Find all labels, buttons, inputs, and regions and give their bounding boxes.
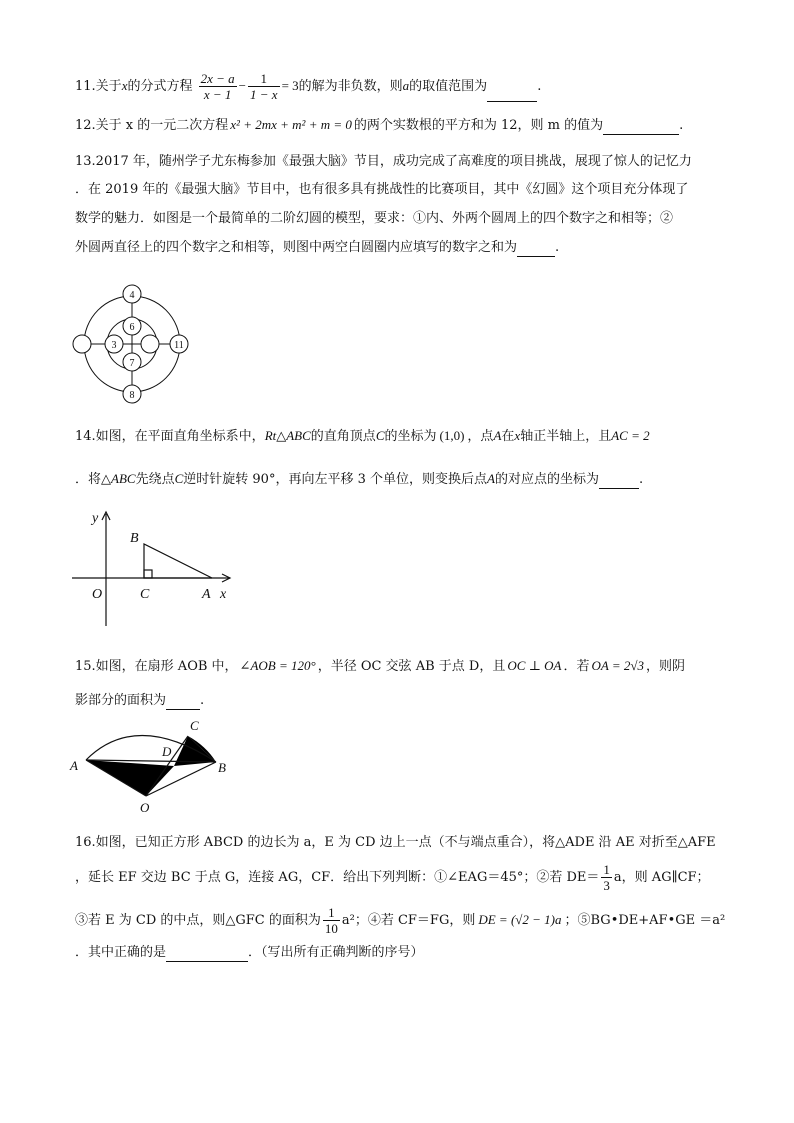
triangle-coordinate-figure [70, 506, 240, 628]
label-top: 4 [129, 290, 135, 301]
q11-rhs: = 3 [281, 78, 299, 93]
q13-line-3: 数学的魅力．如图是一个最简单的二阶幻圆的模型，要求：①内、外两个圆周上的四个数字之和相等；② [75, 211, 674, 226]
q16-fraction-1-3: $\frac{1}{3}$ [603, 862, 610, 893]
q15-line-1: 15.如图，在扇形 AOB 中， ∠AOB = 120° ，半径 OC 交弦 AB 于点 D，且 OC ⊥ OA ．若 OA = 2√3 ，则阴 [75, 658, 685, 674]
label-right: 11 [174, 340, 184, 351]
label-bottom: 8 [129, 390, 135, 401]
q12-tail: 的两个实数根的平方和为 12，则 m 的值为 [353, 118, 604, 133]
x-label: x [220, 587, 227, 602]
q11-fraction-1: $\frac{2x - a}{x - 1}$ [200, 71, 235, 102]
point-c-label: C [140, 587, 150, 602]
q16-line-3: ③若 E 为 CD 的中点，则△GFC 的面积为 $\frac{1}{10}$ a²；④若 CF＝FG，则 DE = (√2 − 1)a ；⑤BG•DE+AF•GE ＝a² [75, 905, 726, 936]
point-b-label: B [130, 531, 139, 546]
q13-line-4: 外圆两直径上的四个数字之和相等，则图中两空白圆圈内应填写的数字之和为 . [75, 240, 560, 255]
right-angle-mark [144, 570, 152, 578]
q11-mid: 的分式方程 [127, 79, 193, 94]
q12-answer-blank[interactable] [603, 120, 679, 135]
q11-fraction-2: $\frac{1}{1 - x}$ [250, 71, 278, 102]
q15-answer-blank[interactable] [166, 695, 200, 710]
point-a-label: A [70, 758, 78, 773]
circle-inner-right-blank [141, 335, 159, 353]
shaded-triangle-aod [86, 760, 174, 796]
label-inner-bottom: 7 [129, 358, 135, 369]
q11-suffix: 的解为非负数，则 [298, 79, 403, 94]
q16-line-2: ，延长 EF 交边 BC 于点 G，连接 AG，CF．给出下列判断：①∠EAG＝45°；②若 DE＝ $\frac{1}{3}$ a，则 AG∥CF； [75, 862, 710, 893]
point-c-label: C [190, 718, 199, 733]
question-11: 11.关于x的分式方程 $\frac{2x - a}{x - 1}$ − $\frac{1}{1 - x}$ = 3的解为非负数，则a的取值范围为 . [75, 71, 542, 102]
circle-outer-left-blank [73, 335, 91, 353]
q12-equation: x² + 2mx + m² + m = 0 [230, 117, 352, 132]
sector-figure [66, 716, 236, 816]
q16-line-1: 16.如图，已知正方形 ABCD 的边长为 a，E 为 CD 边上一点（不与端点重合），将△ADE 沿 AE 对折至△AFE [75, 835, 716, 850]
q16-answer-blank[interactable] [166, 947, 248, 962]
q16-fraction-1-10: $\frac{1}{10}$ [324, 905, 338, 936]
point-d-label: D [162, 744, 172, 759]
q13-answer-blank[interactable] [517, 242, 555, 257]
q15-line-2: 影部分的面积为 . [75, 693, 205, 708]
q11-var: x [121, 78, 128, 93]
question-12: 12.关于 x 的一元二次方程 x² + 2mx + m² + m = 0 的两个实数根的平方和为 12，则 m 的值为 . [75, 117, 684, 133]
q11-prefix: 11.关于 [75, 79, 122, 94]
point-b-label: B [218, 760, 226, 775]
q14-answer-blank[interactable] [599, 474, 639, 489]
q14-line-2: ．将△ABC先绕点C逆时针旋转 90°，再向左平移 3 个单位，则变换后点A的对应点的坐标为 . [75, 471, 644, 487]
q13-line-2: ．在 2019 年的《最强大脑》节目中，也有很多具有挑战性的比赛项目，其中《幻圆》这个项目充分体现了 [75, 182, 689, 197]
magic-circle-figure [66, 282, 206, 406]
q14-line-1: 14.如图，在平面直角坐标系中，Rt△ABC的直角顶点C的坐标为 (1,0) ，点A在x轴正半轴上，且AC = 2 [75, 428, 650, 444]
q12-text: 12.关于 x 的一元二次方程 [75, 118, 229, 133]
q11-param: a [402, 78, 410, 93]
triangle-abc [144, 544, 212, 578]
origin-label: O [92, 587, 103, 602]
q16-line-4: ．其中正确的是 ．（写出所有正确判断的序号） [75, 945, 424, 960]
label-inner-left: 3 [111, 340, 117, 351]
q11-tail: 的取值范围为 [409, 79, 488, 94]
point-a-label: A [202, 587, 211, 602]
q13-line-1: 13.2017 年，随州学子尤东梅参加《最强大脑》节目，成功完成了高难度的项目挑战，展现了惊人的记忆力 [75, 154, 692, 169]
label-inner-top: 6 [129, 322, 135, 333]
point-o-label: O [140, 800, 150, 815]
y-label: y [92, 511, 99, 526]
q11-answer-blank[interactable] [487, 87, 537, 102]
